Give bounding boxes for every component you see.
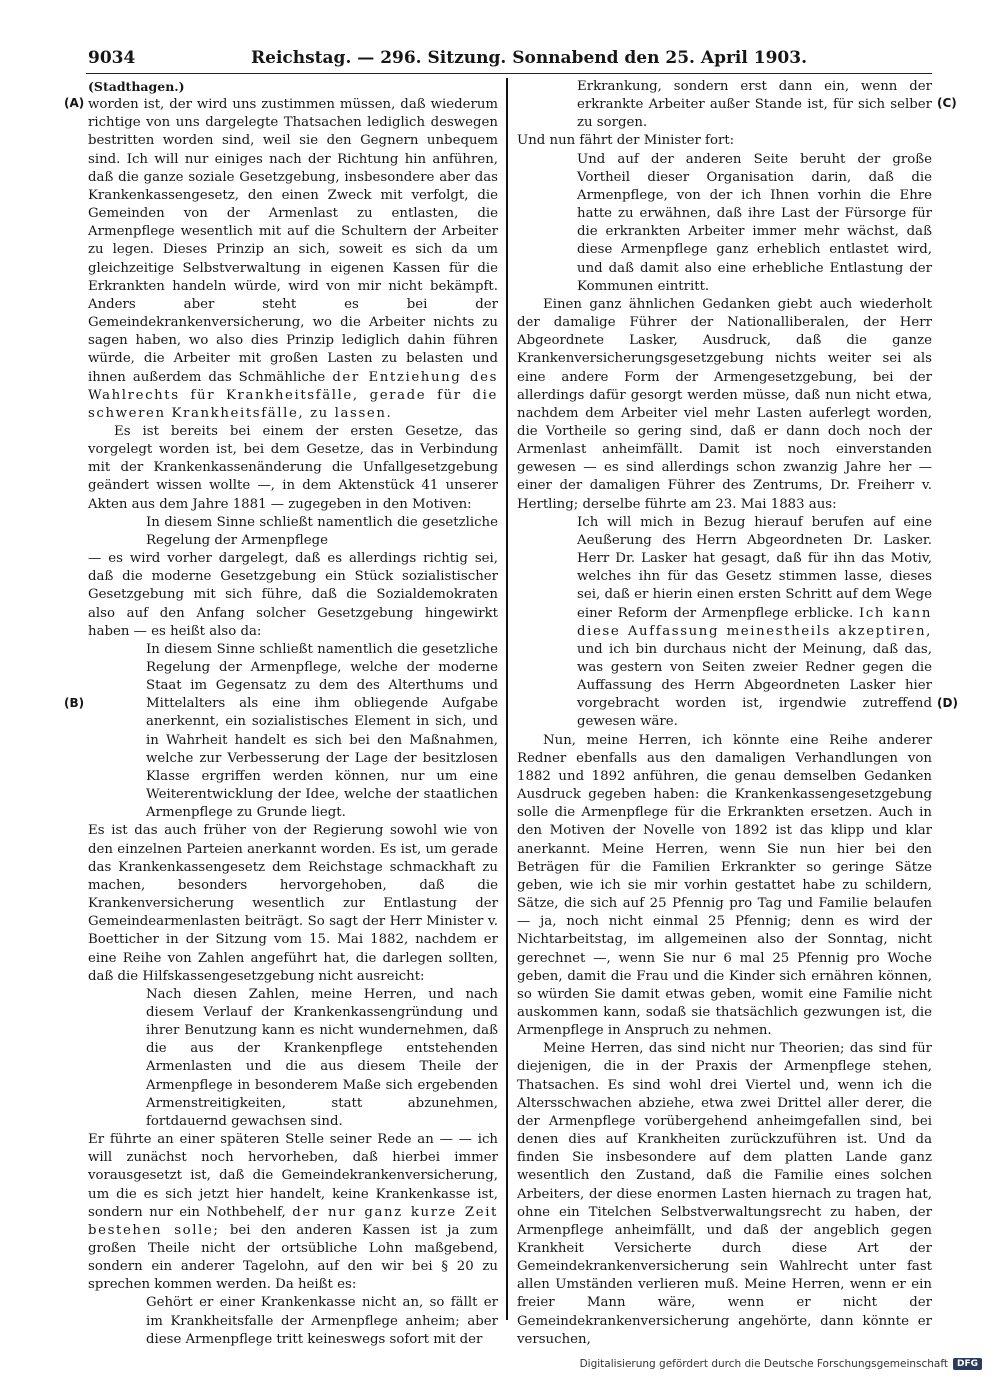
- speaker-label: (Stadthagen.): [88, 79, 185, 94]
- margin-letter-d: (D): [937, 696, 958, 710]
- spaced-emphasis: der nur ganz kurze Zeit bestehen solle;: [88, 1204, 498, 1238]
- quote-block: Gehört er einer Krankenkasse nicht an, so fällt er im Krankheitsfalle der Armenpflege anheim; aber diese Armenpflege tritt keineswegs sofort mit der: [146, 1295, 498, 1347]
- paragraph: Meine Herren, das sind nicht nur Theorien; das sind für diejenigen, die in der Praxis der Armenpflege stehen, Thatsachen. Es sind wohl drei Viertel und, wenn ich die Altersschwachen abziehe, etwa zwei Drittel aller derer, die der Armenpflege vorübergehend anheimgefallen sind, bei denen dies auf Krankheiten zurückzuführen ist. Und da finden Sie insbesondere auf dem platten Lande ganz wesentlich den Zustand, daß die Familie eines solchen Arbeiters, der diese enormen Lasten hiernach zu tragen hat, ohne ein Titelchen Selbstverwaltungsrecht zu haben, der Armenpflege anheimfällt, und daß der angeblich gegen Krankheit Versicherte durch diese Art der Gemeindekrankenversicherung sein Wahlrecht unter fast allen Umständen verlieren muß. Meine Herren, wenn er ein freier Mann wäre, wenn er nicht der Gemeindekrankenversicherung angehörte, dann könnte er versuchen,: [517, 1041, 932, 1347]
- margin-letter-a: (A): [64, 96, 85, 110]
- quote-block: Nach diesen Zahlen, meine Herren, und nach diesem Verlauf der Krankenkassengründung und ihrer Benutzung kann es nicht wundernehmen, daß die aus der Krankenpflege entstehenden Armenlasten und die aus diesem Theile der Armenpflege in besonderem Maße sich ergebenden Armenstreitigkeiten, statt abzunehmen, fortdauernd gewachsen sind.: [146, 986, 498, 1129]
- quote-block: In diesem Sinne schließt namentlich die gesetzliche Regelung der Armenpflege: [146, 514, 498, 548]
- quote-block: Erkrankung, sondern erst dann ein, wenn der erkrankte Arbeiter außer Stande ist, für sich selber zu sorgen.: [577, 79, 932, 131]
- margin-letter-c: (C): [937, 96, 957, 110]
- header-rule: [86, 73, 932, 74]
- paragraph: — es wird vorher dargelegt, daß es allerdings richtig sei, daß die moderne Gesetzgebung ein Stück sozialistischer Gesetzgebung mit sich führe, daß die Sozialdemokraten also auf den Anfang solcher Gesetzgebung hingewirkt haben — es heißt also da:: [88, 551, 498, 639]
- spaced-emphasis: Ich kann diese Auffassung meinestheils akzeptiren,: [577, 605, 932, 639]
- quote-block: Ich will mich in Bezug hierauf berufen auf eine Aeußerung des Herrn Abgeordneten Dr. Lasker. Herr Dr. Lasker hat gesagt, daß für ihn das Motiv, welches ihn für das Gesetz stimmen lasse, dieses sei, daß er hierin einen ersten Schritt auf dem Wege einer Reform der Armenpflege erblicke. Ich kann diese Auffassung meinestheils akzeptiren, und ich bin durchaus nicht der Meinung, daß das, was gestern von Seiten zweier Redner gegen die Auffassung des Herrn Abgeordneten Lasker hier vorgebracht worden ist, irgendwie zutreffend gewesen wäre.: [577, 514, 932, 730]
- paragraph: Und nun fährt der Minister fort:: [517, 133, 735, 149]
- quote-block: In diesem Sinne schließt namentlich die gesetzliche Regelung der Armenpflege, welche der moderne Staat im Gegensatz zu dem des Alterthums und Mittelalters als eine ihm obliegende Aufgabe anerkennt, ein sozialistisches Element in sich, und in Wahrheit handelt es sich bei den Maßnahmen, welche zur Verbesserung der Lage der besitzlosen Klasse ergriffen werden können, nur um eine Weiterentwicklung der Idee, welche der staatlichen Armenpflege zu Grunde liegt.: [146, 641, 498, 821]
- page-number: 9034: [88, 48, 136, 68]
- paragraph: Es ist bereits bei einem der ersten Gesetze, das vorgelegt worden ist, bei dem Gesetze, das in Verbindung mit der Krankenkassenänderung die Unfallgesetzgebung geändert wissen wollte —, in dem Aktenstück 41 unserer Akten aus dem Jahre 1881 — zugegeben in den Motiven:: [88, 423, 498, 512]
- footer-text: Digitalisierung gefördert durch die Deutsche Forschungsgemeinschaft: [579, 1358, 948, 1370]
- spaced-emphasis: der Entziehung des Wahlrechts für Krankheitsfälle, gerade für die schweren Krankheitsfälle, zu lassen.: [88, 369, 499, 421]
- dfg-logo: DFG: [953, 1358, 982, 1370]
- quote-block: Und auf der anderen Seite beruht der große Vortheil dieser Organisation darin, daß die Armenpflege, von der ich Ihnen vorhin die Ehre hatte zu erwähnen, daß ihre Last der Fürsorge für die erkrankten Arbeiter immer mehr wächst, daß diese Armenpflege ganz erheblich entlastet wird, und daß damit also eine erhebliche Entlastung der Kommunen eintritt.: [577, 151, 932, 294]
- page-header: [88, 46, 930, 72]
- digitization-footer: [580, 1358, 982, 1370]
- paragraph: Einen ganz ähnlichen Gedanken giebt auch wiederholt der damalige Führer der Nationalliberalen, der Herr Abgeordnete Lasker, Ausdruck, daß die ganze Krankenversicherungsgesetzgebung nichts weiter sei als eine andere Form der Armengesetzgebung, bei der allerdings dafür gesorgt werden müsse, daß nun nicht etwa, nachdem dem Arbeiter viel mehr Lasten auferlegt worden, die Vortheile so gering sind, daß er dann doch noch der Armenlast anheimfällt. Damit ist noch einverstanden gewesen — es sind allerdings schon zwanzig Jahre her — einer der damaligen Führer des Zentrums, Dr. Freiherr v. Hertling; derselbe führte am 23. Mai 1883 aus:: [517, 296, 932, 512]
- paragraph: Er führte an einer späteren Stelle seiner Rede an — — ich will zunächst noch hervorheben, daß hierbei immer vorausgesetzt ist, daß die Gemeindekrankenversicherung, um die es sich jetzt hier handelt, keine Krankenkasse ist, sondern nur ein Nothbehelf, der nur ganz kurze Zeit bestehen solle; bei den anderen Kassen ist ja zum großen Theile nicht der ortsübliche Lohn maßgebend, sondern ein anderer Tagelohn, auf den wir bei § 20 zu sprechen kommen werden. Da heißt es:: [88, 1132, 498, 1293]
- column-divider: [506, 78, 508, 1320]
- margin-letter-b: (B): [64, 696, 85, 710]
- paragraph: Es ist das auch früher von der Regierung sowohl wie von den einzelnen Parteien anerkannt worden. Es ist, um gerade das Krankenkassengesetz dem Reichstage schmackhaft zu machen, besonders hervorgehoben, daß die Krankenversicherung wesentlich zur Entlastung der Gemeindearmenlasten beiträgt. So sagt der Herr Minister v. Boetticher in der Sitzung vom 15. Mai 1882, nachdem er eine Reihe von Zahlen angeführt hat, die darlegen sollten, daß die Hilfskassengesetzgebung nicht ausreicht:: [88, 823, 498, 984]
- right-column: [517, 78, 932, 1349]
- page-title: Reichstag. — 296. Sitzung. Sonnabend den 25. April 1903.: [251, 48, 807, 68]
- paragraph: Nun, meine Herren, ich könnte eine Reihe anderer Redner ebenfalls aus den damaligen Verhandlungen von 1882 und 1892 anführen, die genau demselben Gedanken Ausdruck gegeben haben: die Krankenkassengesetzgebung solle die Armenpflege für die Erkrankten ersetzen. Auch in den Motiven der Novelle von 1892 ist das klipp und klar anerkannt. Meine Herren, wenn Sie nun hier bei den Beträgen für die Familien Erkrankter so geringe Sätze geben, wie ich sie mir vorhin gestattet habe zu schildern, Sätze, die sich auf 25 Pfennig pro Tag und Familie belaufen — ja, noch nicht einmal 25 Pfennig; denn es wird der Nichtarbeitstag, im allgemeinen also der Sonntag, nicht gerechnet —, wenn Sie nur 6 mal 25 Pfennig pro Woche geben, damit die Frau und die Kinder sich ernähren können, so würden Sie damit etwas geben, womit eine Familie nicht auskommen kann, sodaß sie thatsächlich gezwungen ist, die Armenpflege in Anspruch zu nehmen.: [517, 732, 932, 1039]
- left-column: [88, 78, 498, 1349]
- paragraph: worden ist, der wird uns zustimmen müssen, daß wiederum richtige von uns dargelegte Thatsachen lediglich deswegen bestritten worden sind, weil sie den Gegnern unbequem sind. Ich will nur einiges nach der Richtung hin anführen, daß die ganze soziale Gesetzgebung, insbesondere aber das Krankenkassengesetz, den einen Zweck mit verfolgt, die Gemeinden von der Armenlast zu entlasten, die Armenpflege wesentlich mit auf die Schultern der Arbeiter zu legen. Dieses Prinzip an sich, soweit es sich da um gleichzeitige Selbstverwaltung in eigenen Kassen für die Erkrankten handeln würde, wird von mir nicht bekämpft. Anders aber steht es bei der Gemeindekrankenversicherung, wo die Arbeiter nichts zu sagen haben, wo also dies Prinzip lediglich dahin führen würde, die Arbeiter mit großen Lasten zu belasten und ihnen außerdem das Schmähliche der Entziehung des Wahlrechts für Krankheitsfälle, gerade für die schweren Krankheitsfälle, zu lassen.: [88, 97, 499, 421]
